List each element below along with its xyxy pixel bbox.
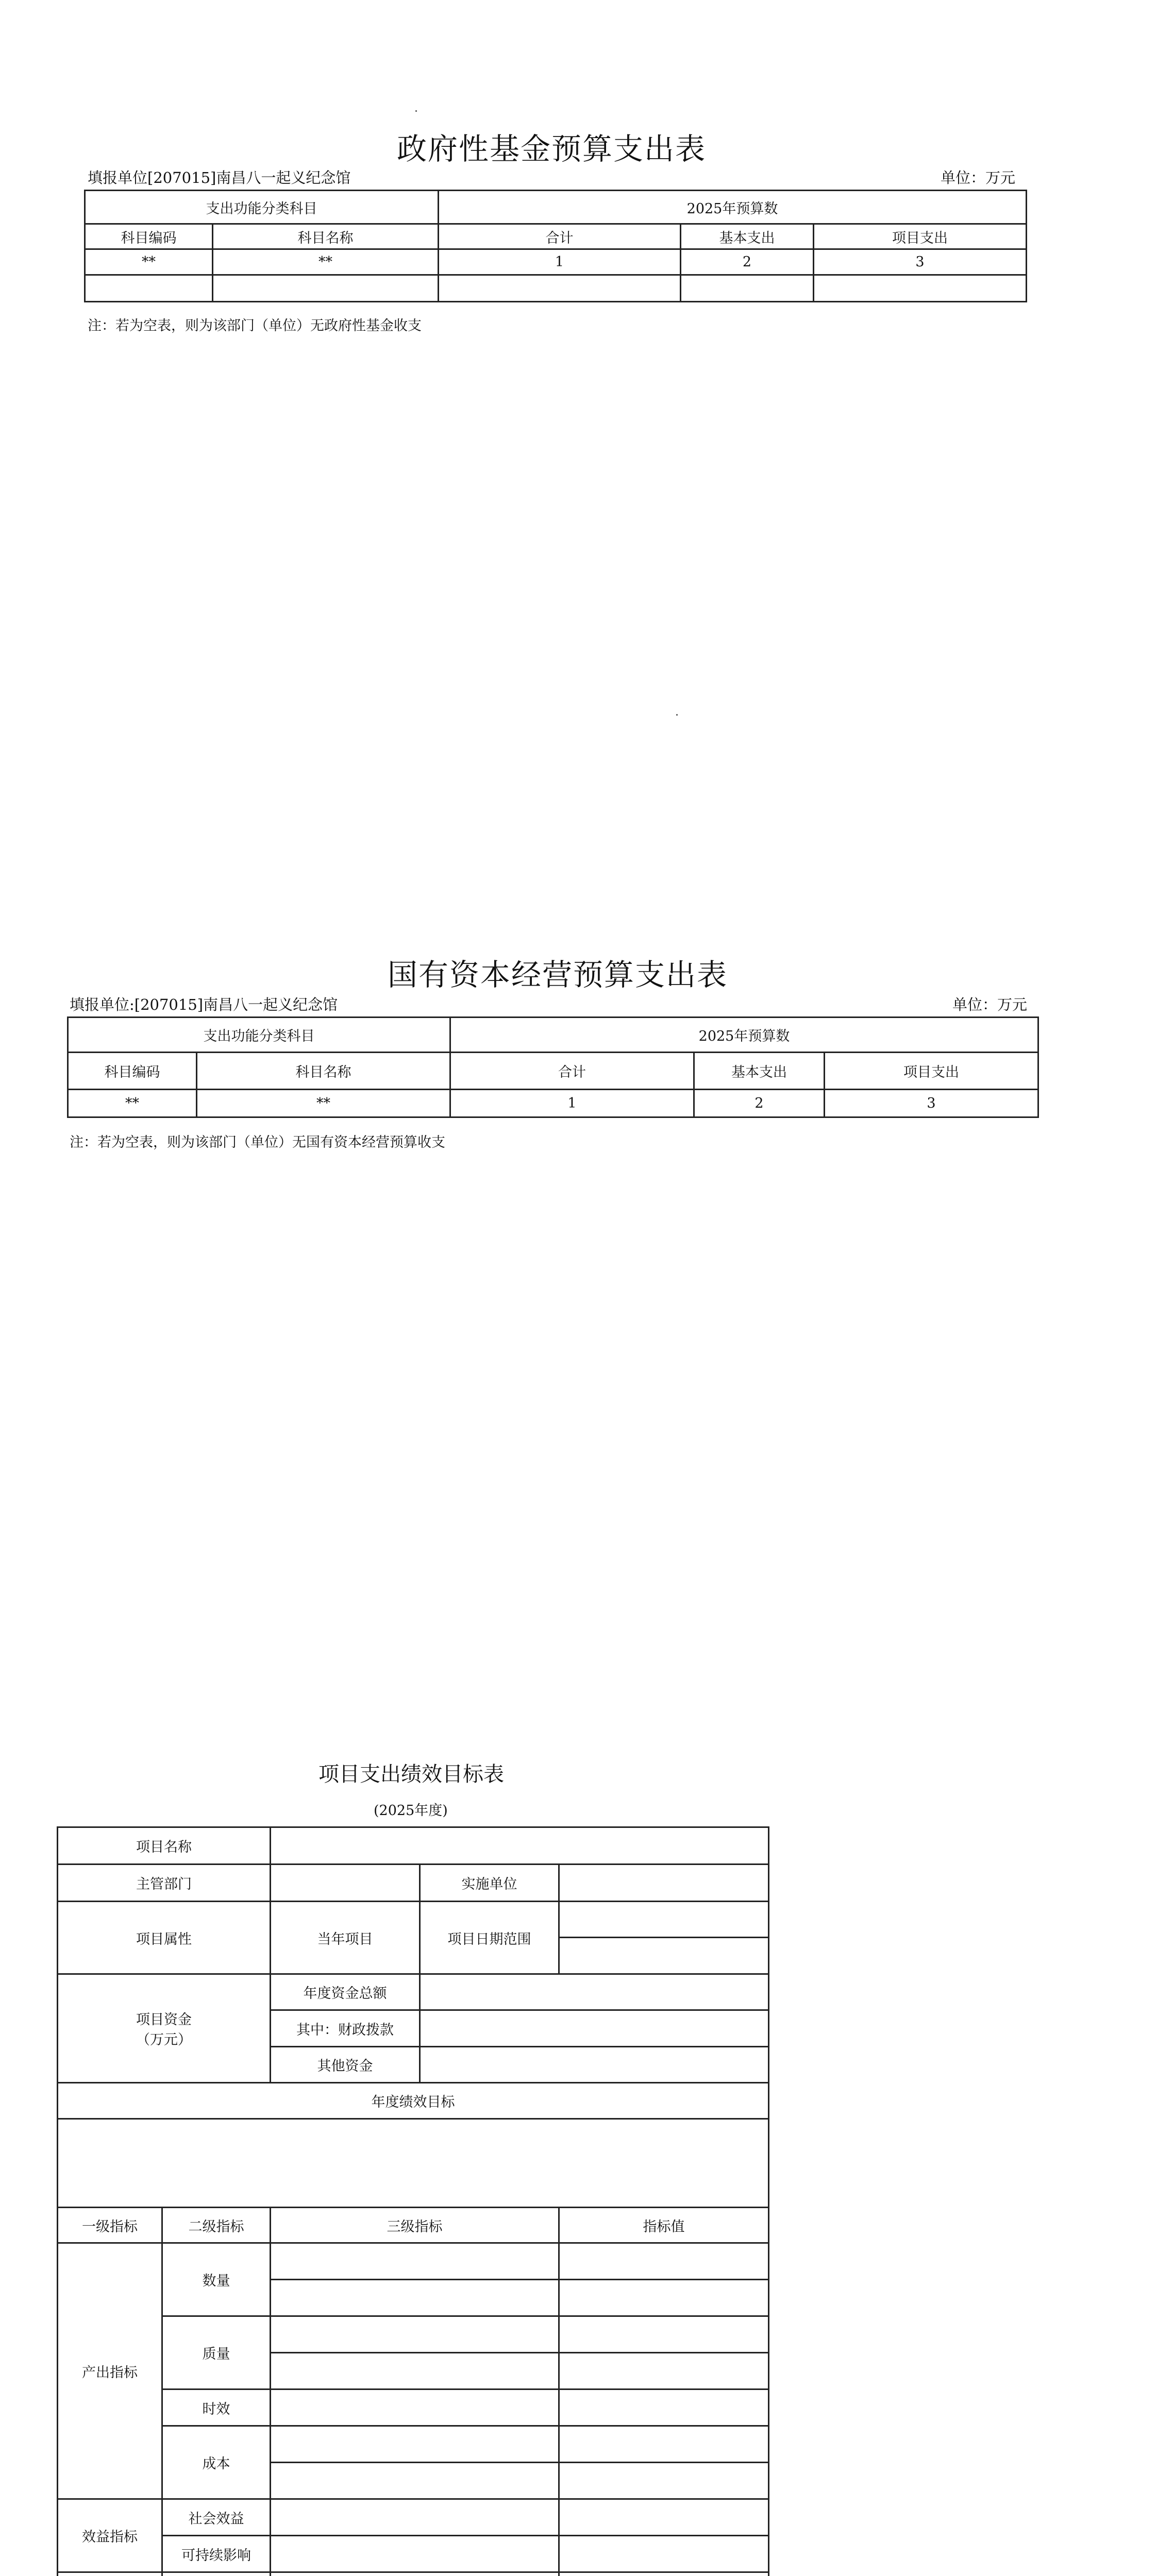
value-date-start — [559, 1902, 769, 1938]
perf-subtitle: (2025年度) — [374, 1803, 448, 1819]
value-fiscal — [420, 2010, 769, 2047]
empty-cell — [559, 2280, 769, 2316]
empty-cell — [271, 2243, 559, 2280]
state-capital-title: 国有资本经营预算支出表 — [388, 957, 728, 992]
table-row — [68, 1090, 1038, 1117]
header-budget-year: 2025年预算数 — [450, 1018, 1038, 1053]
table-header-row — [85, 191, 1027, 224]
funds-line1: 项目资金 — [136, 2012, 192, 2028]
cell-total: 1 — [439, 249, 681, 275]
header-budget-year: 2025年预算数 — [439, 191, 1027, 224]
empty-cell — [271, 2536, 559, 2572]
cell-name: ** — [213, 249, 439, 275]
value-annual-goal — [58, 2119, 769, 2208]
value-other-funds — [420, 2047, 769, 2083]
gov-fund-table — [84, 190, 1027, 302]
value-dept — [271, 1865, 420, 1902]
empty-cell — [814, 275, 1027, 302]
label-project-name: 项目名称 — [58, 1827, 271, 1865]
value-current-year: 当年项目 — [271, 1902, 420, 1974]
col-code: 科目编码 — [68, 1053, 197, 1090]
empty-cell — [559, 2499, 769, 2536]
empty-cell — [559, 2463, 769, 2499]
label-sustain: 可持续影响 — [162, 2536, 271, 2572]
label-cost: 成本 — [162, 2426, 271, 2499]
cell-code: ** — [68, 1090, 197, 1117]
col-lvl3: 三级指标 — [271, 2208, 559, 2243]
empty-cell — [271, 2316, 559, 2353]
col-name: 科目名称 — [197, 1053, 450, 1090]
header-func-class: 支出功能分类科目 — [85, 191, 439, 224]
col-name: 科目名称 — [213, 224, 439, 249]
col-code: 科目编码 — [85, 224, 213, 249]
label-annual-total: 年度资金总额 — [271, 1974, 420, 2010]
empty-cell — [85, 275, 213, 302]
value-annual-total — [420, 1974, 769, 2010]
col-project: 项目支出 — [825, 1053, 1038, 1090]
state-capital-unit-org: 填报单位:[207015]南昌八一起义纪念馆 — [70, 996, 338, 1013]
gov-fund-unit: 单位：万元 — [941, 169, 1016, 187]
state-capital-unit: 单位：万元 — [952, 996, 1028, 1013]
cell-name: ** — [197, 1090, 450, 1117]
perf-title: 项目支出绩效目标表 — [318, 1762, 504, 1786]
empty-cell — [271, 2499, 559, 2536]
empty-cell — [271, 2426, 559, 2463]
label-quantity: 数量 — [162, 2243, 271, 2316]
table-row — [85, 275, 1027, 302]
label-quality: 质量 — [162, 2316, 271, 2389]
state-capital-table — [67, 1016, 1039, 1118]
state-capital-note: 注：若为空表，则为该部门（单位）无国有资本经营预算收支 — [70, 1134, 445, 1150]
col-lvl2: 二级指标 — [162, 2208, 271, 2243]
value-impl-unit — [559, 1865, 769, 1902]
label-output: 产出指标 — [58, 2243, 162, 2499]
table-header-row — [85, 224, 1027, 249]
label-timeliness: 时效 — [162, 2389, 271, 2426]
label-benefit: 效益指标 — [58, 2499, 162, 2572]
col-total: 合计 — [450, 1053, 694, 1090]
header-func-class: 支出功能分类科目 — [68, 1018, 450, 1053]
gov-fund-unit-org: 填报单位[207015]南昌八一起义纪念馆 — [88, 169, 351, 187]
cell-project: 3 — [825, 1090, 1038, 1117]
label-satisfaction-l1 — [58, 2572, 162, 2576]
label-project-attr: 项目属性 — [58, 1902, 271, 1974]
scan-speck — [415, 110, 417, 112]
empty-cell — [271, 2463, 559, 2499]
label-other-funds: 其他资金 — [271, 2047, 420, 2083]
scan-speck — [676, 714, 678, 716]
empty-cell — [681, 275, 814, 302]
empty-cell — [439, 275, 681, 302]
gov-fund-title: 政府性基金预算支出表 — [397, 131, 707, 166]
col-basic: 基本支出 — [694, 1053, 825, 1090]
value-date-end — [559, 1938, 769, 1974]
label-dept: 主管部门 — [58, 1865, 271, 1902]
empty-cell — [271, 2280, 559, 2316]
col-basic: 基本支出 — [681, 224, 814, 249]
empty-cell — [213, 275, 439, 302]
label-impl-unit: 实施单位 — [420, 1865, 559, 1902]
empty-cell — [271, 2389, 559, 2426]
label-social: 社会效益 — [162, 2499, 271, 2536]
label-fiscal: 其中：财政拨款 — [271, 2010, 420, 2047]
col-value: 指标值 — [559, 2208, 769, 2243]
empty-cell — [559, 2243, 769, 2280]
gov-fund-note: 注：若为空表，则为该部门（单位）无政府性基金收支 — [88, 318, 422, 334]
empty-cell — [559, 2536, 769, 2572]
cell-basic: 2 — [681, 249, 814, 275]
label-project-funds — [58, 1974, 271, 2083]
col-project: 项目支出 — [814, 224, 1027, 249]
funds-line2: （万元） — [136, 2032, 192, 2048]
value-project-name — [271, 1827, 769, 1865]
col-total: 合计 — [439, 224, 681, 249]
table-header-row — [68, 1018, 1038, 1053]
cell-project: 3 — [814, 249, 1027, 275]
label-date-range: 项目日期范围 — [420, 1902, 559, 1974]
empty-cell — [559, 2316, 769, 2353]
col-lvl1: 一级指标 — [58, 2208, 162, 2243]
empty-cell — [559, 2426, 769, 2463]
empty-cell — [559, 2353, 769, 2389]
empty-cell — [559, 2572, 769, 2576]
table-header-row — [68, 1053, 1038, 1090]
label-annual-goal: 年度绩效目标 — [58, 2083, 769, 2119]
table-row — [85, 249, 1027, 275]
cell-code: ** — [85, 249, 213, 275]
empty-cell — [559, 2389, 769, 2426]
empty-cell — [271, 2353, 559, 2389]
cell-basic: 2 — [694, 1090, 825, 1117]
empty-cell — [271, 2572, 559, 2576]
cell-total: 1 — [450, 1090, 694, 1117]
perf-table — [57, 1826, 769, 2576]
label-satisfaction-l2 — [162, 2572, 271, 2576]
